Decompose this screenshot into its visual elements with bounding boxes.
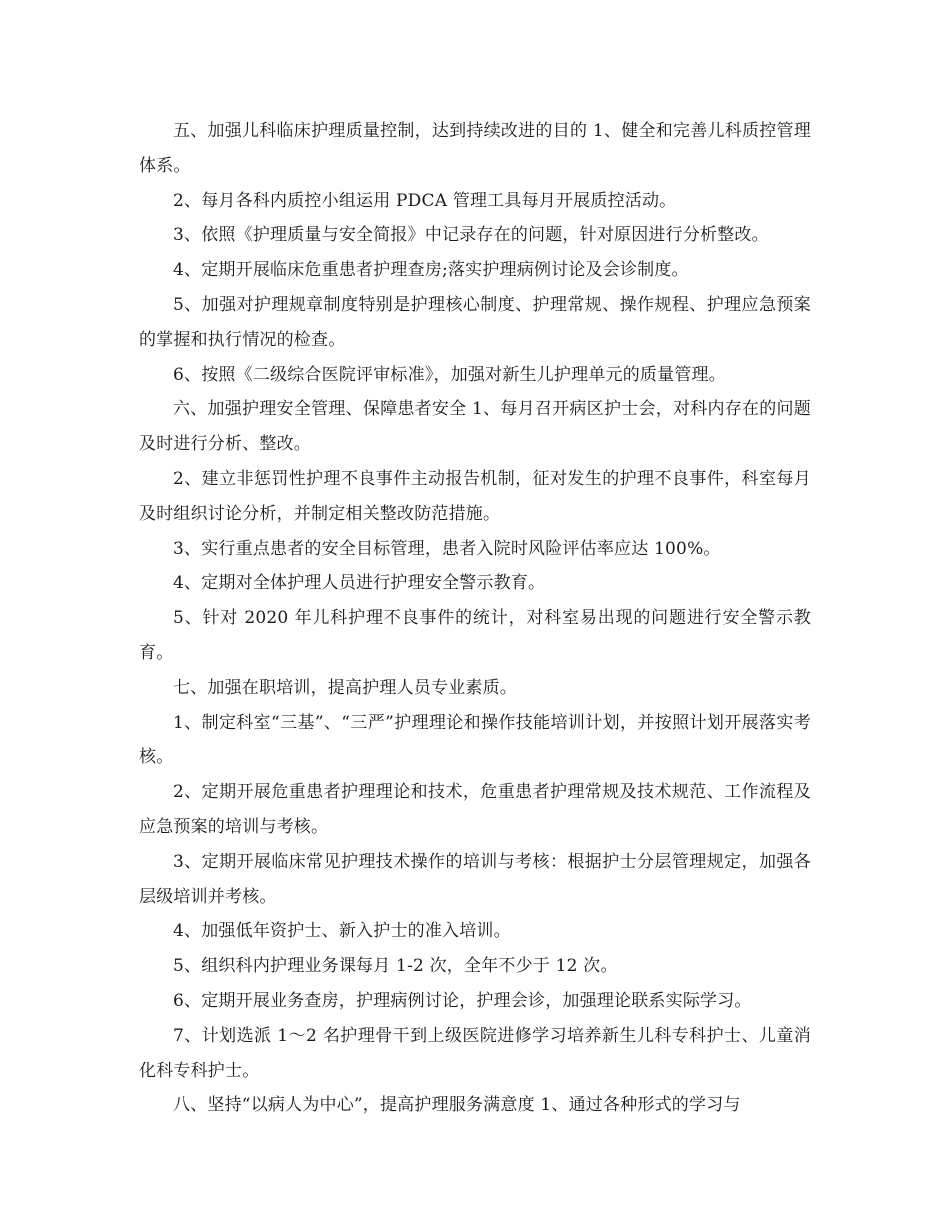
paragraph: 7、计划选派 1～2 名护理骨干到上级医院进修学习培养新生儿科专科护士、儿童消化科专科护士。	[139, 1025, 811, 1081]
paragraph-section-7-heading: 七、加强在职培训，提高护理人员专业素质。	[173, 677, 517, 698]
paragraph: 3、实行重点患者的安全目标管理，患者入院时风险评估率应达 100%。	[173, 538, 721, 559]
paragraph-section-5-heading: 五、加强儿科临床护理质量控制，达到持续改进的目的 1、健全和完善儿科质控管理体系。	[139, 121, 811, 176]
paragraph: 6、按照《二级综合医院评审标准》，加强对新生儿护理单元的质量管理。	[173, 364, 726, 385]
paragraph-section-6-heading: 六、加强护理安全管理、保障患者安全 1、每月召开病区护士会，对科内存在的问题及时进行分析、整改。	[139, 399, 811, 455]
paragraph: 5、针对 2020 年儿科护理不良事件的统计，对科室易出现的问题进行安全警示教育。	[139, 608, 811, 663]
paragraph: 4、定期对全体护理人员进行护理安全警示教育。	[173, 573, 546, 594]
paragraph: 2、建立非惩罚性护理不良事件主动报告机制，征对发生的护理不良事件，科室每月及时组织讨论分析，并制定相关整改防范措施。	[139, 468, 811, 524]
paragraph: 6、定期开展业务查房，护理病例讨论，护理会诊，加强理论联系实际学习。	[173, 990, 752, 1011]
paragraph: 4、加强低年资护士、新入护士的准入培训。	[173, 921, 511, 942]
paragraph: 2、定期开展危重患者护理理论和技术，危重患者护理常规及技术规范、工作流程及应急预案的培训与考核。	[139, 782, 811, 837]
paragraph: 3、定期开展临床常见护理技术操作的培训与考核：根据护士分层管理规定，加强各层级培训并考核。	[139, 851, 811, 907]
paragraph: 3、依照《护理质量与安全简报》中记录存在的问题，针对原因进行分析整改。	[173, 225, 769, 246]
paragraph: 5、加强对护理规章制度特别是护理核心制度、护理常规、操作规程、护理应急预案的掌握和执行情况的检查。	[139, 294, 811, 350]
paragraph: 2、每月各科内质控小组运用 PDCA 管理工具每月开展质控活动。	[173, 190, 677, 211]
paragraph: 4、定期开展临床危重患者护理查房;落实护理病例讨论及会诊制度。	[173, 260, 689, 281]
paragraph: 5、组织科内护理业务课每月 1-2 次，全年不少于 12 次。	[173, 956, 618, 977]
document-body	[139, 114, 811, 1123]
paragraph-section-8-heading: 八、坚持“以病人为中心”，提高护理服务满意度 1、通过各种形式的学习与	[173, 1095, 741, 1116]
paragraph: 1、制定科室“三基”、“三严”护理理论和操作技能培训计划，并按照计划开展落实考核。	[139, 712, 811, 768]
